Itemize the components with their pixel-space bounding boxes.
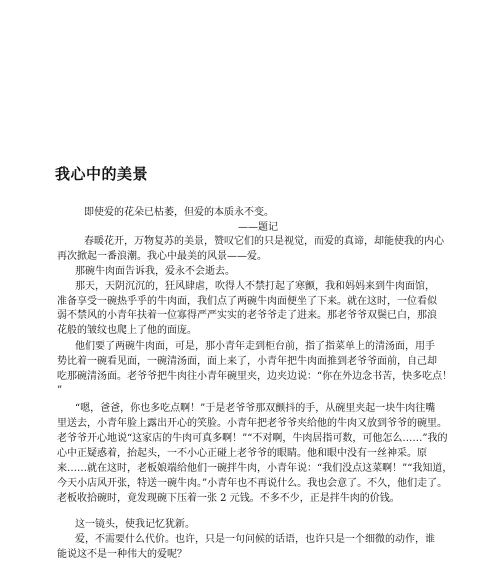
- body-line: ”: [57, 385, 63, 396]
- body-line: 那天，天阴沉沉的，狂风肆虐，吹得人不禁打起了寒颤，我和妈妈来到牛肉面馆，: [75, 281, 435, 292]
- body-line: 老板收拾碗时，竟发现碗下压着一张 2 元钱。不多不少，正是拌牛肉的价钱。: [57, 493, 400, 504]
- body-line: 花般的皱纹也爬上了他的面庞。: [57, 325, 197, 336]
- body-line: 老爷爷开心地说“这家店的牛肉可真多啊！”“不对啊，牛肉居指可数，可他怎么……”我的: [57, 433, 448, 444]
- epigraph-attribution: ——题记: [238, 222, 278, 233]
- body-line: 爱，不需要什么代价。也许，只是一句问候的话语，也许只是一个细微的动作，谁: [75, 534, 435, 545]
- body-line: “嗯，爸爸，你也多吃点啊！”于是老爷爷那双颤抖的手，从碗里夹起一块牛肉往嘴: [75, 403, 436, 414]
- body-line: 弱不禁风的小青年扶着一位寡得严严实实的老爷爷走了进来。那老爷爷双鬓已白，那浪: [57, 310, 437, 321]
- body-line: 准备享受一碗热乎乎的牛肉面，我们点了两碗牛肉面便坐了下来。就在这时，一位看似: [57, 296, 437, 307]
- body-line: 那碗牛肉面告诉我，爱永不会逝去。: [75, 266, 235, 277]
- body-line: 里送去，小青年脸上露出开心的笑脸。小青年把老爷爷夹给他的牛肉又放到爷爷的碗里。: [57, 418, 447, 429]
- body-line: 心中正疑惑着，抬起头，一不小心正碰上老爷爷的眼睛。他和眼中没有一丝神采。原: [57, 448, 427, 459]
- body-line: 来……就在这时，老板娘端给他们一碗拌牛肉，小青年说：“我们没点这菜啊！”“我知道，: [57, 463, 453, 474]
- body-line: 再次掀起一番浪潮。我心中最美的风景——爱。: [57, 251, 267, 262]
- epigraph-line: 即使爱的花朵已枯萎，但爱的本质永不变。: [84, 207, 274, 218]
- body-line: 这一镜头，使我记忆犹新。: [75, 519, 195, 530]
- body-line: 今天小店风开张，特送一碗牛肉。”小青年也不再说什么。我也会意了。不久，他们走了。: [57, 478, 448, 489]
- body-line: 能说这不是一种伟大的爱呢？: [57, 549, 187, 560]
- body-line: 春暖花开，万物复苏的美景，赞叹它们的只是视觉，而爱的真谛，却能使我的内心: [84, 236, 444, 247]
- document-title: 我心中的美景: [55, 165, 149, 183]
- body-line: 他们要了两碗牛肉面，可是，那小青年走到柜台前，指了指菜单上的清汤面，用手: [75, 341, 435, 352]
- body-line: 吃那碗清汤面。老爷爷把牛肉往小青年碗里夹，边夹边说：“你在外边念书苦，快多吃点！: [57, 371, 453, 382]
- body-line: 势比着一碗看见面，一碗清汤面，面上来了，小青年把牛肉面推到老爷爷面前，自己却: [57, 356, 437, 367]
